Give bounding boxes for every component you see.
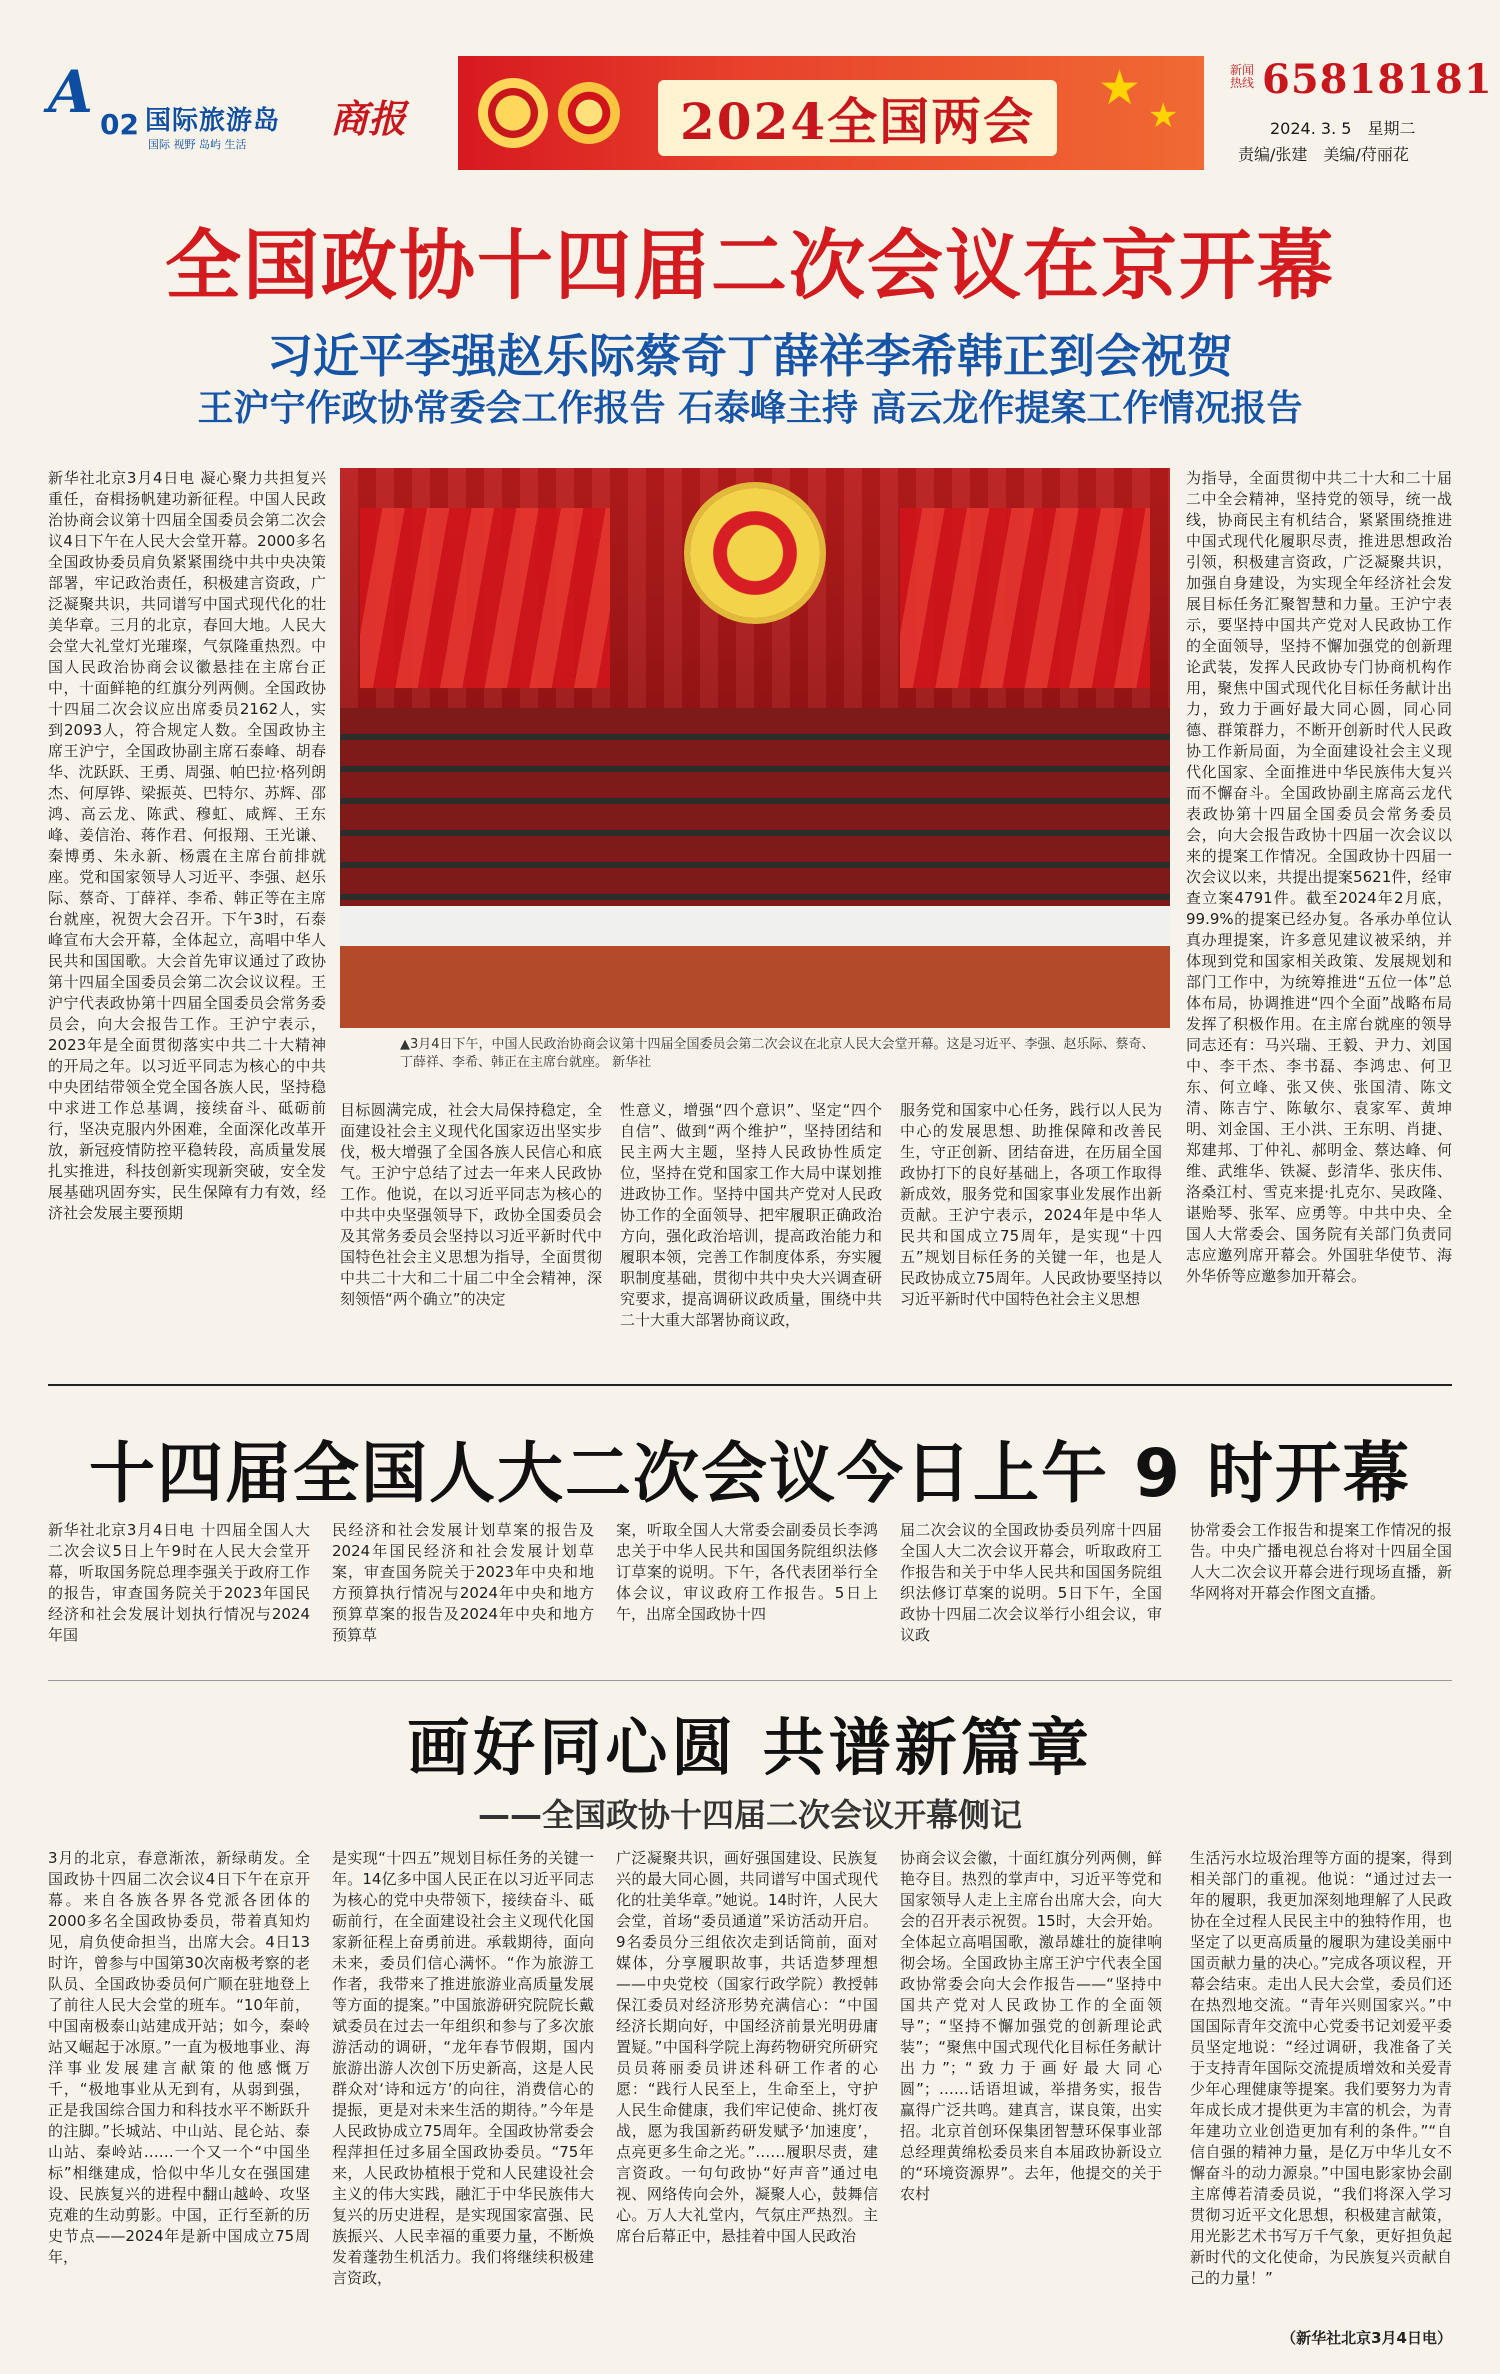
story3-column-1: 3月的北京，春意渐浓，新绿萌发。全国政协十四届二次会议4日下午在京开幕。来自各族各界各党派各团体的2000多名全国政协委员，带着真知灼见，肩负使命担当，出席大会。4日13时许，曾参与中国第30次南极考察的老队员、全国政协委员何广顺在驻地登上了前往人民大会堂的班车。“10年前，中国南极泰山站建成开站；如今，秦岭站又崛起于冰原。”一直为极地事业、海洋事业发展建言献策的他感慨万千，“极地事业从无到有，从弱到强，正是我国综合国力和科技水平不断跃升的注脚。”长城站、中山站、昆仑站、泰山站、秦岭站……一个又一个“中国坐标”相继建成，恰似中华儿女在强国建设、民族复兴的进程中翻山越岭、攻坚克难的生动剪影。中国，正行至新的历史节点——2024年是新中国成立75周年， xyxy=(48,1849,310,2266)
story3-column-4: 协商会议会徽，十面红旗分列两侧，鲜艳夺目。热烈的掌声中，习近平等党和国家领导人走上主席台出席大会，向大会的召开表示祝贺。15时，大会开始。全体起立高唱国歌，激昂雄壮的旋律响彻会场。全国政协主席王沪宁代表全国政协常委会向大会作报告——“坚持中国共产党对人民政协工作的全面领导”；“坚持不懈加强党的创新理论武装”；“聚焦中国式现代化目标任务献计出力”；“致力于画好最大同心圆”；……话语坦诚，举措务实，报告赢得广泛共鸣。建真言，谋良策，出实招。北京首创环保集团智慧环保事业部总经理黄绵松委员来自本届政协新设立的“环境资源界”。去年，他提交的关于农村 xyxy=(900,1849,1162,2203)
story1-column-mid3: 服务党和国家中心任务，践行以人民为中心的发展思想、助推保障和改善民生，守正创新、团结奋进，在历届全国政协打下的良好基础上，各项工作取得新成效，服务党和国家事业发展作出新贡献。王沪宁表示，2024年是中华人民共和国成立75周年，是实现“十四五”规划目标任务的关键一年，也是人民政协成立75周年。人民政协要坚持以习近平新时代中国特色社会主义思想 xyxy=(900,1101,1162,1308)
national-emblem-icon xyxy=(478,78,548,148)
story1-subhead2: 王沪宁作政协常委会工作报告 石泰峰主持 高云龙作提案工作情况报告 xyxy=(197,388,1303,429)
paper-slogan: 国际 视野 岛屿 生活 xyxy=(148,138,247,151)
star-icon: ★ xyxy=(1148,96,1179,136)
story1-headline: 全国政协十四届二次会议在京开幕 xyxy=(165,221,1335,310)
story3-headline: 画好同心圆 共谱新篇章 xyxy=(407,1711,1093,1784)
section-divider xyxy=(48,1680,1452,1681)
issue-date: 2024. 3. 5 星期二 xyxy=(1270,119,1416,138)
hotline-label: 新闻热线 xyxy=(1230,63,1255,90)
story2-column-1: 新华社北京3月4日电 十四届全国人大二次会议5日上午9时在人民大会堂开幕，听取国务院总理李强关于政府工作的报告，审查国务院关于2023年国民经济和社会发展计划执行情况与2024年国 xyxy=(48,1521,310,1644)
story3-column-5: 生活污水垃圾治理等方面的提案，得到相关部门的重视。他说：“通过过去一年的履职，我更加深刻地理解了人民政协在全过程人民民主中的独特作用，也坚定了以更高质量的履职为建设美丽中国贡献力量的决心。”完成各项议程，开幕会结束。走出人民大会堂，委员们还在热烈地交流。“青年兴则国家兴。”中国国际青年交流中心党委书记刘爱平委员坚定地说：“经过调研，我准备了关于支持青年国际交流提质增效和关爱青少年心理健康等提案。我们要努力为青年成长成才提供更为丰富的机会，为青年建功立业创造更加有利的条件。”“自信自强的精神力量，是亿万中华儿女不懈奋斗的动力源泉。”中国电影家协会副主席傅若清委员说，“我们将深入学习贯彻习近平文化思想，积极建言献策，用光影艺术书写万千气象，更好担负起新时代的文化使命，为民族复兴贡献自己的力量！” xyxy=(1190,1849,1452,2287)
story1-column-mid2: 性意义，增强“四个意识”、坚定“四个自信”、做到“两个维护”，坚持团结和民主两大主题，坚持人民政协性质定位，坚持在党和国家工作大局中谋划推进政协工作。坚持中国共产党对人民政协工作的全面领导、把牢履职正确政治方向，强化政治培训，提高政治能力和履职本领，完善工作制度体系，夯实履职制度基础，贯彻中共中央大兴调查研究要求，提高调研议政质量，围绕中共二十大重大部署协商议政， xyxy=(620,1101,882,1329)
story3-column-3: 广泛凝聚共识，画好强国建设、民族复兴的最大同心圆，共同谱写中国式现代化的壮美华章。”她说。14时许，人民大会堂，首场“委员通道”采访活动开启。9名委员分三组依次走到话筒前，面对媒体，分享履职故事，共话造梦理想——中央党校（国家行政学院）教授韩保江委员对经济形势充满信心：“中国经济长期向好，中国经济前景光明毋庸置疑。”中国科学院上海药物研究所研究员员蒋丽委员讲述科研工作者的心愿：“践行人民至上，生命至上，守护人民生命健康，我们牢记使命、挑灯夜战，愿为我国新药研发赋予‘加速度’，点亮更多生命之光。”……履职尽责，建言资政。一句句政协“好声音”通过电视、网络传向会外，凝聚人心，鼓舞信心。万人大礼堂内，气氛庄严热烈。主席台后幕正中，悬挂着中国人民政治 xyxy=(616,1849,878,2245)
cppcc-emblem-icon xyxy=(558,82,620,144)
page-letter: A xyxy=(48,58,94,126)
photo-caption: ▲3月4日下午，中国人民政治协商会议第十四届全国委员会第二次会议在北京人民大会堂开幕。这是习近平、李强、赵乐际、蔡奇、丁薛祥、李希、韩正在主席台就座。 新华社 xyxy=(400,1037,1155,1070)
star-icon: ★ xyxy=(1098,60,1142,116)
story1-subhead: 习近平李强赵乐际蔡奇丁薛祥李希韩正到会祝贺 xyxy=(267,329,1233,383)
story1-column-left: 新华社北京3月4日电 凝心聚力共担复兴重任，奋楫扬帆建功新征程。中国人民政治协商会议第十四届全国委员会第二次会议4日下午在人民大会堂开幕。2000多名全国政协委员肩负紧紧围绕中共中央决策部署，牢记政治责任，积极建言资政，广泛凝聚共识，共同谱写中国式现代化的壮美华章。三月的北京，春回大地。人民大会堂大礼堂灯光璀璨，气氛隆重热烈。中国人民政治协商会议徽悬挂在主席台正中，十面鲜艳的红旗分列两侧。全国政协十四届二次会议应出席委员2162人，实到2093人，符合规定人数。全国政协主席王沪宁，全国政协副主席石泰峰、胡春华、沈跃跃、王勇、周强、帕巴拉·格列朗杰、何厚铧、梁振英、巴特尔、苏辉、邵鸿、高云龙、陈武、穆虹、咸辉、王东峰、姜信治、蒋作君、何报翔、王光谦、秦博勇、朱永新、杨震在主席台前排就座。党和国家领导人习近平、李强、赵乐际、蔡奇、丁薛祥、李希、韩正等在主席台就座，祝贺大会召开。下午3时，石泰峰宣布大会开幕，全体起立，高唱中华人民共和国国歌。大会首先审议通过了政协第十四届全国委员会第二次会议议程。王沪宁代表政协第十四届全国委员会常务委员会，向大会报告工作。王沪宁表示，2023年是全面贯彻落实中共二十大精神的开局之年。以习近平同志为核心的中共中央团结带领全党全国各族人民，坚持稳中求进工作总基调，接续奋斗、砥砺前行，坚决克服内外困难，全面深化改革开放，新冠疫情防控平稳转段，高质量发展扎实推进，科技创新实现新突破，安全发展基础巩固夯实，民生保障有力有效，经济社会发展主要预期 xyxy=(48,469,326,1222)
editor-credit: 责编/张建 美编/苻丽花 xyxy=(1238,145,1409,164)
story1-column-right: 为指导，全面贯彻中共二十大和二十届二中全会精神，坚持党的领导，统一战线，协商民主有机结合，紧紧围绕推进中国式现代化履职尽责，推进思想政治引领，积极建言资政，广泛凝聚共识，加强自身建设，为实现全年经济社会发展目标任务汇聚智慧和力量。王沪宁表示，要坚持中国共产党对人民政协工作的全面领导，坚持不懈加强党的创新理论武装，发挥人民政协专门协商机构作用，聚焦中国式现代化目标任务献计出力，致力于画好最大同心圆，同心同德、群策群力，不断开创新时代人民政协工作新局面，为全面建设社会主义现代化国家、全面推进中华民族伟大复兴而不懈奋斗。全国政协副主席高云龙代表政协第十四届全国委员会常务委员会，向大会报告政协十四届一次会议以来的提案工作情况。全国政协十四届一次会议以来，共提出提案5621件，经审查立案4791件。截至2024年2月底，99.9%的提案已经办复。各承办单位认真办理提案，许多意见建议被采纳，并体现到党和国家相关政策、发展规划和部门工作中，为统筹推进“五位一体”总体布局，协调推进“四个全面”战略布局发挥了积极作用。在主席台就座的领导同志还有：马兴瑞、王毅、尹力、刘国中、李干杰、李书磊、李鸿忠、何卫东、何立峰、张又侠、张国清、陈文清、陈吉宁、陈敏尔、袁家军、黄坤明、刘金国、王小洪、王东明、肖捷、郑建邦、丁仲礼、郝明金、蔡达峰、何维、武维华、铁凝、彭清华、张庆伟、洛桑江村、雪克来提·扎克尔、吴政隆、谌贻琴、张军、应勇等。中共中央、全国人大常委会、国务院有关部门负责同志应邀列席开幕会。外国驻华使节、海外华侨等应邀参加开幕会。 xyxy=(1186,469,1452,1285)
story3-column-2: 是实现“十四五”规划目标任务的关键一年。14亿多中国人民正在以习近平同志为核心的党中央带领下，接续奋斗、砥砺前行，在全面建设社会主义现代化国家新征程上奋勇前进。承载期待，面向未来，委员们信心满怀。“作为旅游工作者，我带来了推进旅游业高质量发展等方面的提案。”中国旅游研究院院长戴斌委员在过去一年组织和参与了多次旅游活动的调研，“龙年春节假期，国内旅游出游人次创下历史新高，这是人民群众对‘诗和远方’的向往，消费信心的提振，更是对未来生活的期待。”今年是人民政协成立75周年。全国政协常委会程萍担任过多届全国政协委员。“75年来，人民政协植根于党和人民建设社会主义的伟大实践，融汇于中华民族伟大复兴的历史进程，是实现国家富强、民族振兴、人民幸福的重要力量，不断焕发着蓬勃生机活力。我们将继续积极建言资政， xyxy=(332,1849,594,2287)
paper-name: 国际旅游岛 xyxy=(145,106,281,136)
story2-column-3: 案，听取全国人大常委会副委员长李鸿忠关于中华人民共和国国务院组织法修订草案的说明。下午，各代表团举行全体会议，审议政府工作报告。5日上午，出席全国政协十四 xyxy=(616,1521,878,1623)
story2-column-4: 届二次会议的全国政协委员列席十四届全国人大二次会议开幕会，听取政府工作报告和关于中华人民共和国国务院组织法修订草案的说明。5日下午，全国政协十四届二次会议举行小组会议，审议政 xyxy=(900,1521,1162,1644)
paper-brand: 商报 xyxy=(330,96,407,141)
story2-column-2: 民经济和社会发展计划草案的报告及2024年国民经济和社会发展计划草案，审查国务院关于2023年中央和地方预算执行情况与2024年中央和地方预算草案的报告及2024年中央和地方预算草 xyxy=(332,1521,594,1644)
two-sessions-banner xyxy=(458,56,1204,170)
story2-headline: 十四届全国人大二次会议今日上午 9 时开幕 xyxy=(89,1435,1411,1512)
story1-column-mid1: 目标圆满完成，社会大局保持稳定，全面建设社会主义现代化国家迈出坚实步伐，极大增强了全国各族人民信心和底气。王沪宁总结了过去一年来人民政协工作。他说，在以习近平同志为核心的中共中央坚强领导下，政协全国委员会及其常务委员会坚持以习近平新时代中国特色社会主义思想为指导，全面贯彻中共二十大和二十届二中全会精神，深刻领悟“两个确立”的决定 xyxy=(340,1101,602,1308)
section-divider xyxy=(48,1384,1452,1386)
story3-subhead: ——全国政协十四届二次会议开幕侧记 xyxy=(477,1796,1022,1834)
banner-title: 2024全国两会 xyxy=(658,80,1057,156)
story2-column-5: 协常委会工作报告和提案工作情况的报告。中央广播电视总台将对十四届全国人大二次会议开幕会进行现场直播，新华网将对开幕会作图文直播。 xyxy=(1190,1521,1452,1602)
hotline-number: 65818181 xyxy=(1262,56,1493,103)
cppcc-emblem-icon xyxy=(690,488,820,618)
page-number: 02 xyxy=(100,108,139,141)
meeting-photo xyxy=(340,468,1170,1028)
story3-credit: （新华社北京3月4日电） xyxy=(1281,2329,1452,2347)
